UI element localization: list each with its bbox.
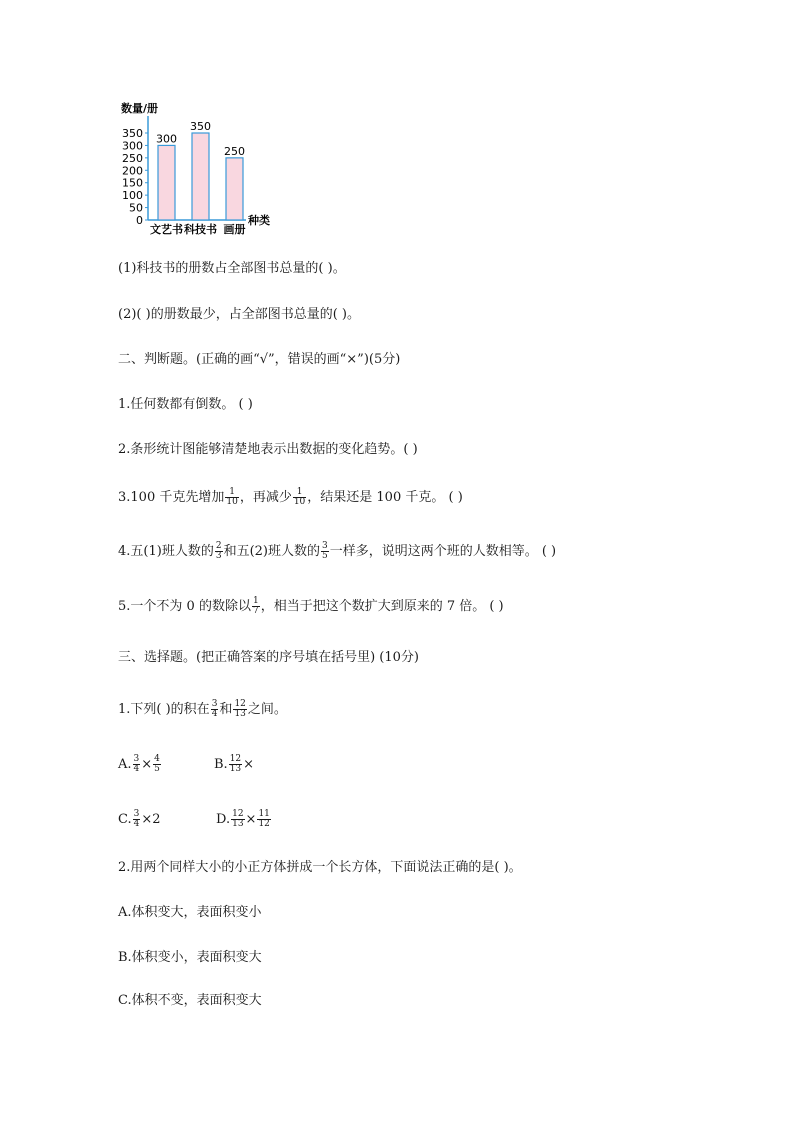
fraction: $\frac{3}{4}$ [133, 754, 140, 774]
y-tick-label: 350 [122, 127, 143, 140]
choice-question-1: 1.下列( )的积在 $\frac{3}{4}$ 和 $\frac{12}{13}$ 之间。 [118, 699, 287, 719]
choice-q2-option-a: A.体积变大，表面积变小 [118, 905, 262, 920]
choice-option-b: B. $\frac{12}{13}$ × [214, 754, 255, 774]
fraction: $\frac{2}{3}$ [215, 541, 222, 561]
choice-option-a: A. $\frac{3}{4}$ × $\frac{4}{5}$ [118, 754, 160, 774]
choice-q2-option-b: B.体积变小，表面积变大 [118, 950, 262, 965]
section-3-heading: 三、选择题。(把正确答案的序号填在括号里) (10分) [118, 650, 419, 665]
choice-option-d: D. $\frac{12}{13}$ × $\frac{11}{12}$ [216, 809, 270, 829]
section-2-heading: 二、判断题。(正确的画“√”，错误的画“×”)(5分) [118, 352, 401, 367]
fraction: $\frac{3}{4}$ [211, 699, 218, 719]
fraction: $\frac{1}{7}$ [252, 596, 259, 616]
judge-item-3: 3.100 千克先增加 $\frac{1}{10}$ ，再减少 $\frac{1}{10}$ ，结果还是 100 千克。 ( ) [118, 487, 463, 507]
bar [226, 158, 243, 220]
bar [158, 145, 175, 220]
fraction: $\frac{12}{13}$ [229, 754, 242, 774]
bar [192, 133, 209, 220]
choice-question-2: 2.用两个同样大小的小正方体拼成一个长方体，下面说法正确的是( )。 [118, 860, 522, 875]
category-label: 科技书 [184, 223, 217, 236]
judge-item-2: 2.条形统计图能够清楚地表示出数据的变化趋势。( ) [118, 442, 418, 457]
judge-item-5: 5.一个不为 0 的数除以 $\frac{1}{7}$ ，相当于把这个数扩大到原来的 7 倍。 ( ) [118, 596, 504, 616]
y-tick-label: 200 [122, 164, 143, 178]
bar-value-label: 250 [224, 144, 245, 158]
fraction: $\frac{3}{4}$ [133, 809, 140, 829]
x-axis-label: 种类 [248, 214, 270, 227]
fraction: $\frac{3}{5}$ [321, 541, 328, 561]
fill-question-2: (2)( )的册数最少，占全部图书总量的( )。 [118, 307, 360, 322]
category-label: 文艺书 [150, 223, 183, 236]
bar-value-label: 350 [190, 120, 211, 133]
y-tick-label: 100 [122, 189, 143, 203]
y-tick-label: 0 [136, 214, 143, 227]
y-tick-label: 300 [122, 139, 143, 153]
fraction: $\frac{1}{10}$ [226, 487, 238, 507]
y-tick-label: 250 [122, 151, 143, 165]
book-bar-chart [118, 96, 288, 238]
judge-item-4: 4.五(1)班人数的 $\frac{2}{3}$ 和五(2)班人数的 $\frac{3}{5}$ 一样多，说明这两个班的人数相等。 ( ) [118, 541, 557, 561]
fraction: $\frac{1}{10}$ [293, 487, 306, 507]
fraction: $\frac{12}{13}$ [232, 809, 244, 829]
judge-item-1: 1.任何数都有倒数。 ( ) [118, 397, 253, 412]
category-label: 画册 [223, 223, 246, 236]
fraction: $\frac{4}{5}$ [154, 754, 160, 774]
fill-question-1: (1)科技书的册数占全部图书总量的( )。 [118, 261, 346, 276]
y-tick-label: 150 [122, 176, 143, 190]
fraction: $\frac{11}{12}$ [258, 809, 270, 829]
choice-option-c: C. $\frac{3}{4}$ ×2 [118, 809, 161, 829]
fraction: $\frac{12}{13}$ [234, 699, 246, 719]
y-axis-label: 数量/册 [121, 102, 159, 115]
y-tick-label: 50 [129, 201, 143, 215]
bar-value-label: 300 [156, 132, 177, 146]
choice-q2-option-c: C.体积不变，表面积变大 [118, 993, 262, 1008]
